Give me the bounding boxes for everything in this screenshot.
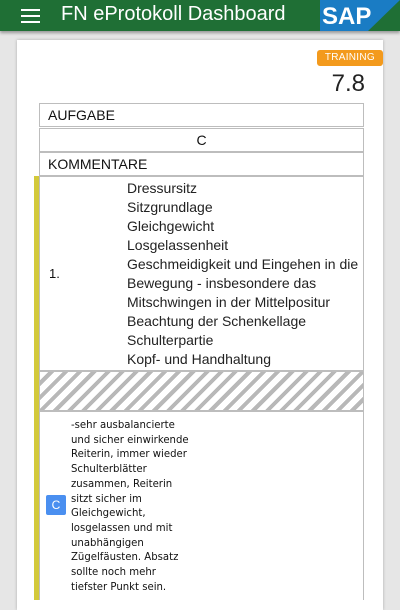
score-input-hatched-area[interactable] <box>39 371 364 411</box>
criteria-item: Bewegung - insbesondere das <box>127 275 317 291</box>
total-score: 7.8 <box>331 70 365 97</box>
criteria-item: Mitschwingen in der Mittelpositur <box>127 294 331 310</box>
criteria-item: Beachtung der Schenkellage <box>127 313 307 329</box>
app-bar <box>0 0 400 31</box>
svg-text:SAP: SAP <box>322 3 372 30</box>
criteria-item: Losgelassenheit <box>127 237 229 253</box>
criteria-row[interactable] <box>39 176 364 371</box>
task-value[interactable]: C <box>39 128 364 152</box>
criteria-number: 1. <box>49 266 60 281</box>
app-title: FN eProtokoll Dashboard <box>61 3 286 25</box>
comment-row[interactable] <box>39 411 364 600</box>
task-header: AUFGABE <box>39 103 364 127</box>
criteria-item: Geschmeidigkeit und Eingehen in die <box>127 256 359 272</box>
criteria-item: Schulterpartie <box>127 332 214 348</box>
training-badge: TRAINING <box>317 50 383 66</box>
handwritten-comment: -sehr ausbalancierte und sicher einwirkende Reiterin, immer wieder Schulterblätter zusammen, Reiterin sitzt sicher im Gleichgewicht, losgelassen und mit unabhängigen Zügelfäusten. Absatz sollte noch mehr tiefster Punkt sein. <box>71 418 189 593</box>
criteria-list <box>127 179 358 369</box>
grade-chip[interactable]: C <box>46 495 66 515</box>
accent-bar <box>34 176 39 600</box>
comments-header: KOMMENTARE <box>39 152 364 176</box>
sap-logo <box>320 0 400 31</box>
criteria-item: Sitzgrundlage <box>127 199 213 215</box>
hamburger-menu-icon[interactable] <box>21 9 40 23</box>
criteria-item: Kopf- und Handhaltung <box>127 351 271 367</box>
criteria-item: Dressursitz <box>127 180 198 196</box>
criteria-item: Gleichgewicht <box>127 218 215 234</box>
